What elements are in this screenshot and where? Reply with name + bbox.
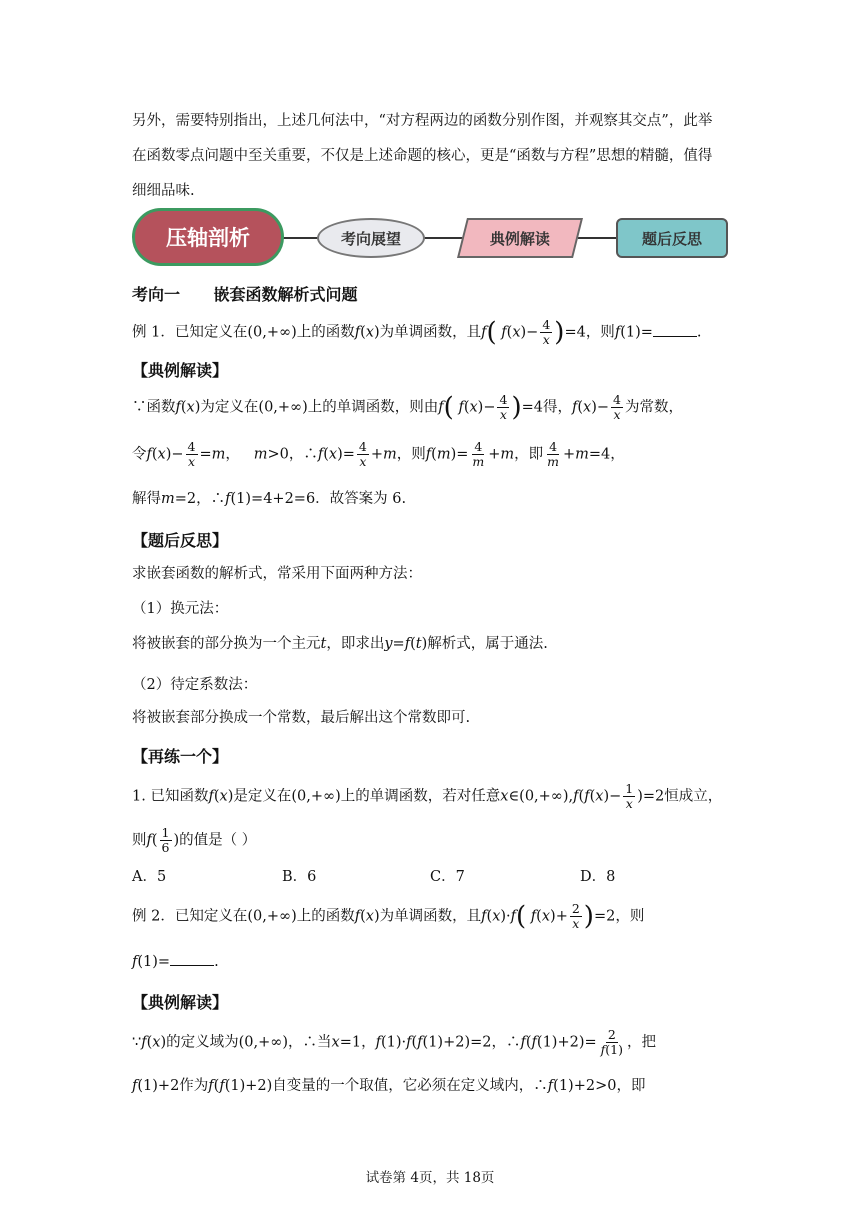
option-c: C．7: [430, 869, 465, 885]
banner-item-examples: 典例解读: [457, 218, 583, 258]
page-footer: 试卷第 4页，共 18页: [365, 1170, 495, 1186]
heading-practice: 【再练一个】: [132, 747, 229, 766]
banner-connector: [424, 237, 464, 239]
banner-connector: [578, 237, 618, 239]
topic-label: 考向一: [132, 285, 181, 304]
topic-title: 嵌套函数解析式问题: [213, 285, 358, 304]
intro-line-1: 另外，需要特别指出，上述几何法中，“对方程两边的函数分别作图，并观察其交点”，此举: [132, 113, 713, 129]
option-b: B．6: [282, 869, 317, 885]
reflection-intro: 求嵌套函数的解析式，常采用下面两种方法：: [132, 566, 422, 582]
banner-item-outlook: 考向展望: [317, 218, 425, 258]
example-1: 例 1．已知定义在(0,+∞)上的函数f(x)为单调函数，且f( f(x)− $\frac{4}{x}$ )=4，则f(1)= .: [132, 317, 702, 348]
banner-connector: [282, 237, 318, 239]
reflection-method-1: （1）换元法：: [132, 601, 229, 617]
banner-item-reflection: 题后反思: [616, 218, 728, 258]
analysis-1-line-1: ∵函数f(x)为定义在(0,+∞)上的单调函数，则由f( f(x)− $\frac{4}{x}$ )=4得，f(x)− $\frac{4}{x}$ 为常数，: [132, 392, 683, 423]
example-2-line-2: f(1)= .: [132, 951, 219, 973]
analysis-1-line-2: 令f(x)− $\frac{4}{x}$ =m， m>0，∴f(x)= $\frac{4}{x}$ +m，则f(m)= $\frac{4}{m}$ +m，即 $\frac{4}{m}$ +m=4，: [132, 439, 625, 469]
intro-line-2: 在函数零点问题中至关重要，不仅是上述命题的核心，更是“函数与方程”思想的精髓，值得: [132, 148, 713, 164]
analysis-1-line-3: 解得m=2，∴f(1)=4+2=6．故答案为 6.: [132, 491, 407, 507]
analysis-2-line-1: ∵f(x)的定义域为(0,+∞)，∴当x=1，f(1)·f(f(1)+2)=2，∴f(f(1)+2)= $\frac{2}{f(1)}$ ，把: [132, 1027, 657, 1057]
intro-line-3: 细细品味.: [132, 183, 195, 199]
reflection-method-2-desc: 将被嵌套部分换成一个常数，最后解出这个常数即可.: [132, 710, 471, 726]
analysis-2-line-2: f(1)+2作为f(f(1)+2)自变量的一个取值，它必须在定义域内，∴f(1)+2>0，即: [132, 1078, 646, 1094]
heading-analysis-2: 【典例解读】: [132, 993, 229, 1012]
reflection-method-1-desc: 将被嵌套的部分换为一个主元t，即求出y=f(t)解析式，属于通法.: [132, 636, 548, 652]
reflection-method-2: （2）待定系数法：: [132, 677, 258, 693]
practice-question: 1. 已知函数f(x)是定义在(0,+∞)上的单调函数，若对任意x∈(0,+∞),f(f(x)− $\frac{1}{x}$ )=2恒成立，: [132, 781, 723, 811]
option-d: D．8: [580, 869, 616, 885]
heading-reflection: 【题后反思】: [132, 531, 229, 550]
option-a: A．5: [132, 869, 167, 885]
answer-blank: [170, 951, 214, 966]
section-banner: [132, 206, 730, 270]
banner-item-analysis: 压轴剖析: [132, 208, 284, 266]
heading-analysis-1: 【典例解读】: [132, 361, 229, 380]
topic-heading: [132, 282, 357, 305]
example-2: 例 2．已知定义在(0,+∞)上的函数f(x)为单调函数，且f(x)·f( f(x)+ $\frac{2}{x}$ )=2，则: [132, 901, 645, 932]
answer-blank: [653, 322, 697, 337]
practice-question-line-2: 则f( $\frac{1}{6}$ )的值是（ ）: [132, 825, 257, 855]
